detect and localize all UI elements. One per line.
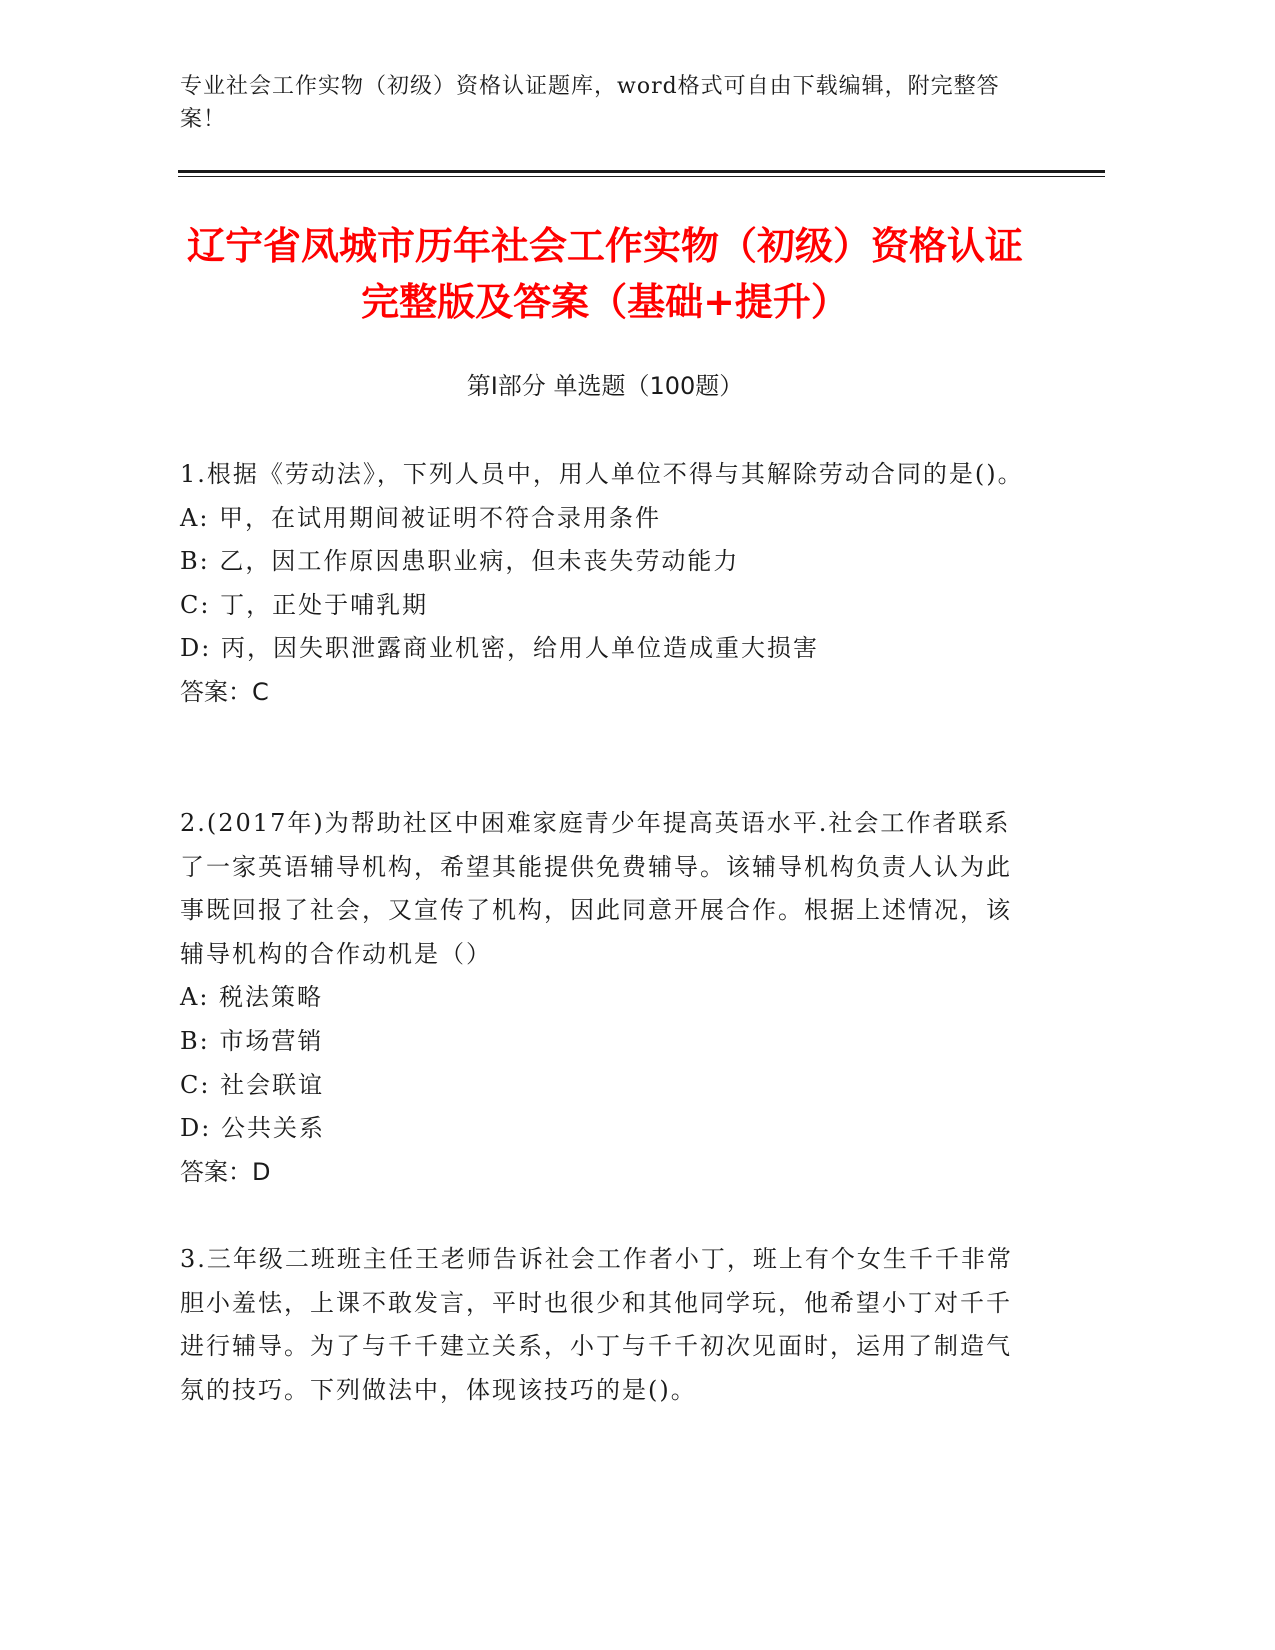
option-d: D: 公共关系 bbox=[180, 1114, 325, 1143]
option-c: C: 丁，正处于哺乳期 bbox=[180, 590, 429, 619]
question-stem: 3.三年级二班班主任王老师告诉社会工作者小丁，班上有个女生千千非常胆小羞怯，上课不敢发言，平时也很少和其他同学玩，他希望小丁对千千进行辅导。为了与千千建立关系，小丁与千千初次见面时，运用了制造气氛的技巧。下列做法中，体现该技巧的是()。 bbox=[180, 1245, 1013, 1404]
question-3 bbox=[180, 1238, 1035, 1412]
header-rule-thin bbox=[178, 176, 1105, 177]
answer-line bbox=[180, 1151, 1035, 1195]
document-title: 辽宁省凤城市历年社会工作实物（初级）资格认证完整版及答案（基础+提升） bbox=[186, 224, 1023, 324]
answer-line bbox=[180, 671, 1035, 715]
answer-label: 答案： bbox=[180, 1157, 252, 1186]
answer-value: C bbox=[252, 677, 269, 706]
answer-label: 答案： bbox=[180, 677, 252, 706]
option-a: A: 税法策略 bbox=[180, 983, 324, 1012]
option-c: C: 社会联谊 bbox=[180, 1070, 325, 1099]
question-stem: 2.(2017年)为帮助社区中困难家庭青少年提高英语水平.社会工作者联系了一家英语辅导机构，希望其能提供免费辅导。该辅导机构负责人认为此事既回报了社会，又宣传了机构，因此同意开展合作。根据上述情况，该辅导机构的合作动机是（） bbox=[180, 809, 1012, 968]
option-d: D: 丙，因失职泄露商业机密，给用人单位造成重大损害 bbox=[180, 634, 819, 663]
option-b: B: 乙，因工作原因患职业病，但未丧失劳动能力 bbox=[180, 547, 740, 576]
option-a: A: 甲，在试用期间被证明不符合录用条件 bbox=[180, 503, 662, 532]
option-b: B: 市场营销 bbox=[180, 1026, 324, 1055]
question-stem: 1.根据《劳动法》，下列人员中，用人单位不得与其解除劳动合同的是()。 bbox=[180, 460, 1024, 488]
header-rule-thick bbox=[178, 170, 1105, 173]
question-1 bbox=[180, 453, 1035, 715]
header-note: 专业社会工作实物（初级）资格认证题库，word格式可自由下载编辑，附完整答案！ bbox=[180, 74, 1000, 132]
section-heading: 第Ⅰ部分 单选题（100题） bbox=[466, 372, 744, 400]
question-2 bbox=[180, 802, 1035, 1194]
answer-value: D bbox=[252, 1157, 271, 1186]
